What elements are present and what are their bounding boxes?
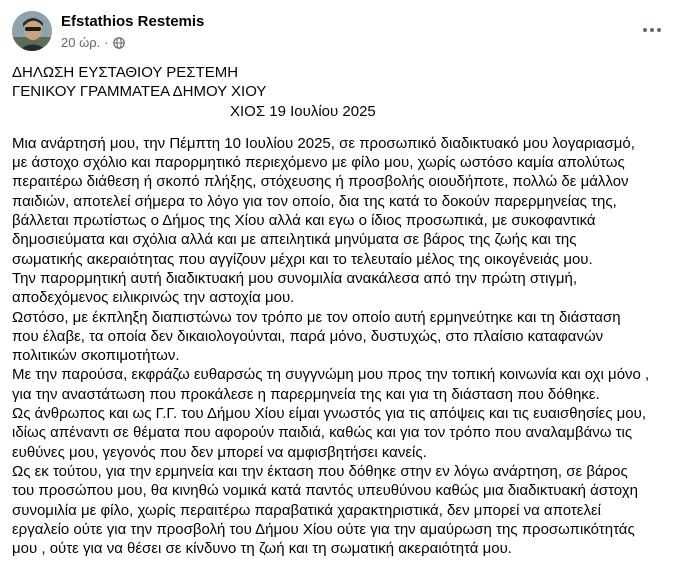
body-line: του προσώπου μου, θα κινηθώ νομικά κατά παντός υπευθύνου καθώς μια διαδικτυακή άστοχη (12, 482, 638, 500)
body-line: δημοσιεύματα και σχόλια αλλά και με απειλητικά μηνύματα σε βάρος της ζωής και της (12, 231, 577, 249)
body-line: για την αναστάτωση που προκάλεσε η παρερμηνεία της και για τη διάσταση που δόθηκε. (12, 385, 600, 403)
body-line: αποδεχόμενος ειλικρινώς την αστοχία μου. (12, 289, 295, 307)
body-line: Με την παρούσα, εκφράζω ευθαρσώς τη συγγνώμη μου προς την τοπική κοινωνία και οχι μόνο , (12, 366, 650, 384)
post-meta (61, 35, 125, 50)
body-line: περαιτέρω διάθεση ή σκοπό πλήξης, στόχευσης ή προσβολής οιουδήποτε, πολλώ δε μάλλον (12, 173, 629, 191)
body-line: που έλαβε, τα οποία δεν δικαιολογούνται, παρά μόνο, δυστυχώς, στο πλαίσιο καταφανών (12, 327, 604, 345)
body-line: Ως άνθρωπος και ως Γ.Γ. του Δήμου Χίου είμαι γνωστός για τις απόψεις και τις ευαισθησίες μου, (12, 405, 646, 423)
statement-date: ΧΙΟΣ 19 Ιουλίου 2025 (230, 102, 376, 120)
statement-subtitle: ΓΕΝΙΚΟΥ ΓΡΑΜΜΑΤΕΑ ΔΗΜΟΥ ΧΙΟΥ (12, 83, 267, 101)
body-line: εργαλείο ούτε για την προσβολή του Δήμου Χίου ούτε για την αμαύρωση της προσωπικότητάς (12, 520, 635, 538)
body-line: μου , ούτε για να θέσει σε κίνδυνο τη ζωή και τη σωματική ακεραιότητά μου. (12, 540, 512, 558)
body-line: ευθύνες μου, γεγονός που δεν μπορεί να αμφισβητήσει κανείς. (12, 443, 427, 461)
author-name[interactable]: Efstathios Restemis (61, 13, 205, 30)
body-line: Ως εκ τούτου, για την ερμηνεία και την έκταση που δόθηκε στην εν λόγω ανάρτηση, σε βάρος (12, 462, 628, 480)
body-line: παιδιών, αποτελεί σήμερα το λόγο για τον οποίο, δια της κατά το δοκούν παρερμηνείας της, (12, 192, 617, 210)
body-line: Μια ανάρτησή μου, την Πέμπτη 10 Ιουλίου 2025, σε προσωπικό διαδικτυακό μου λογαριασμό, (12, 134, 635, 152)
body-line: σωματικής ακεραιότητας που αγγίζουν μέχρι και το τελευταίο μέλος της οικογένειάς μου. (12, 250, 593, 268)
body-line: συνομιλία με φίλο, χωρίς περαιτέρω παραβατικά χαρακτηριστικά, δεν μπορεί να αποτελεί (12, 501, 601, 519)
author-avatar[interactable] (12, 11, 52, 51)
globe-icon[interactable] (113, 37, 125, 49)
ellipsis-icon (643, 28, 647, 32)
statement-title: ΔΗΛΩΣΗ ΕΥΣΤΑΘΙΟΥ ΡΕΣΤΕΜΗ (12, 64, 239, 81)
meta-separator: · (104, 35, 109, 50)
body-line: Την παρορμητική αυτή διαδικτυακή μου συνομιλία ανακάλεσα από την πρώτη στιγμή, (12, 269, 578, 287)
body-line: Ωστόσο, με έκπληξη διαπιστώνω τον τρόπο με τον οποίο αυτή ερμηνεύτηκε και τη διάσταση (12, 308, 621, 326)
body-line: ιδίως απέναντι σε θέματα που αφορούν παιδιά, καθώς και για τον τρόπο που αναλαμβάνω τις (12, 424, 633, 442)
post-timestamp[interactable]: 20 ώρ. (61, 35, 101, 50)
more-options-button[interactable] (634, 22, 670, 38)
body-line: πολιτικών σκοπιμοτήτων. (12, 347, 180, 365)
body-line: βάλλεται πρωτίστως ο Δήμος της Χίου αλλά και εγω ο ίδιος προσωπικά, με συκοφαντικά (12, 212, 596, 230)
post-text (12, 63, 680, 558)
body-line: με άστοχο σχόλιο και παρορμητικό περιεχόμενο με φίλο μου, χωρίς ωστόσο καμία απολύτως (12, 154, 625, 172)
